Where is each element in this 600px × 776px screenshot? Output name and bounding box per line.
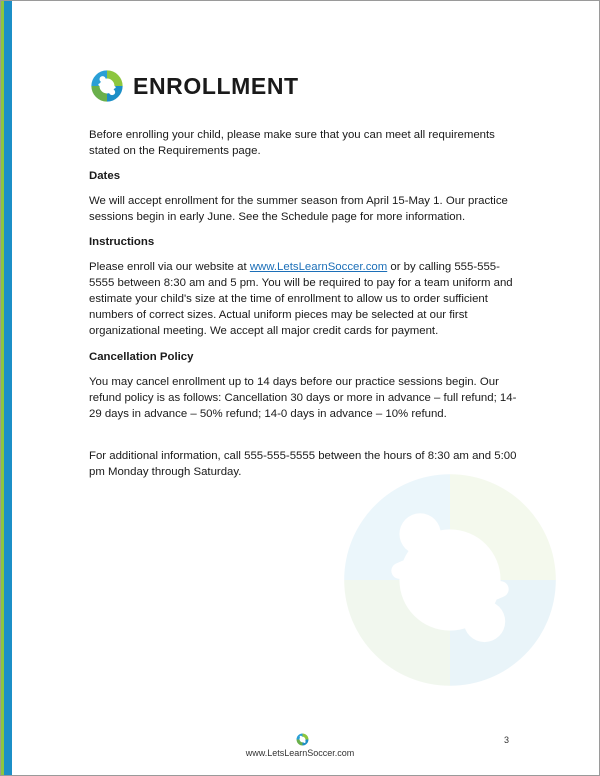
instructions-heading: Instructions <box>89 236 155 248</box>
instructions-text-start: Please enroll via our website at <box>89 261 250 273</box>
instructions-paragraph <box>89 259 517 339</box>
footer-url: www.LetsLearnSoccer.com <box>245 748 355 758</box>
cancellation-paragraph: You may cancel enrollment up to 14 days before our practice sessions begin. Our refund policy is as follows: Cancellation 30 days or more in advance – full refund; 14-29 days in advance – 50% refund; 14-0 days in advance – 10% refund. <box>89 376 517 420</box>
additional-info-paragraph: For additional information, call 555-555-5555 between the hours of 8:30 am and 5:00 pm Monday through Saturday. <box>89 450 517 478</box>
intro-paragraph: Before enrolling your child, please make sure that you can meet all requirements stated on the Requirements page. <box>89 129 495 157</box>
soccer-kids-logo-icon <box>90 69 124 103</box>
cancellation-heading: Cancellation Policy <box>89 351 194 363</box>
dates-heading: Dates <box>89 170 121 182</box>
page-number: 3 <box>504 735 510 745</box>
logo-watermark-icon <box>335 465 565 695</box>
page-title: ENROLLMENT <box>133 72 299 99</box>
instructions-text-end: or by calling 555-555-5555 between 8:30 am and 5 pm. You will be required to pay for a team uniform and estimate your child's size at the time of enrollment to allow us to order sufficient numbers of correct sizes. Actual uniform pieces may be selected at our first organizational meeting. We accept all major credit cards for payment. <box>89 261 513 337</box>
left-accent-bar-blue <box>4 1 12 775</box>
footer-logo-icon <box>296 733 309 746</box>
dates-paragraph: We will accept enrollment for the summer season from April 15-May 1. Our practice sessions begin in early June. See the Schedule page for more information. <box>89 195 508 223</box>
website-link[interactable]: www.LetsLearnSoccer.com <box>249 261 388 273</box>
document-body <box>89 127 517 480</box>
page-header <box>90 68 299 104</box>
